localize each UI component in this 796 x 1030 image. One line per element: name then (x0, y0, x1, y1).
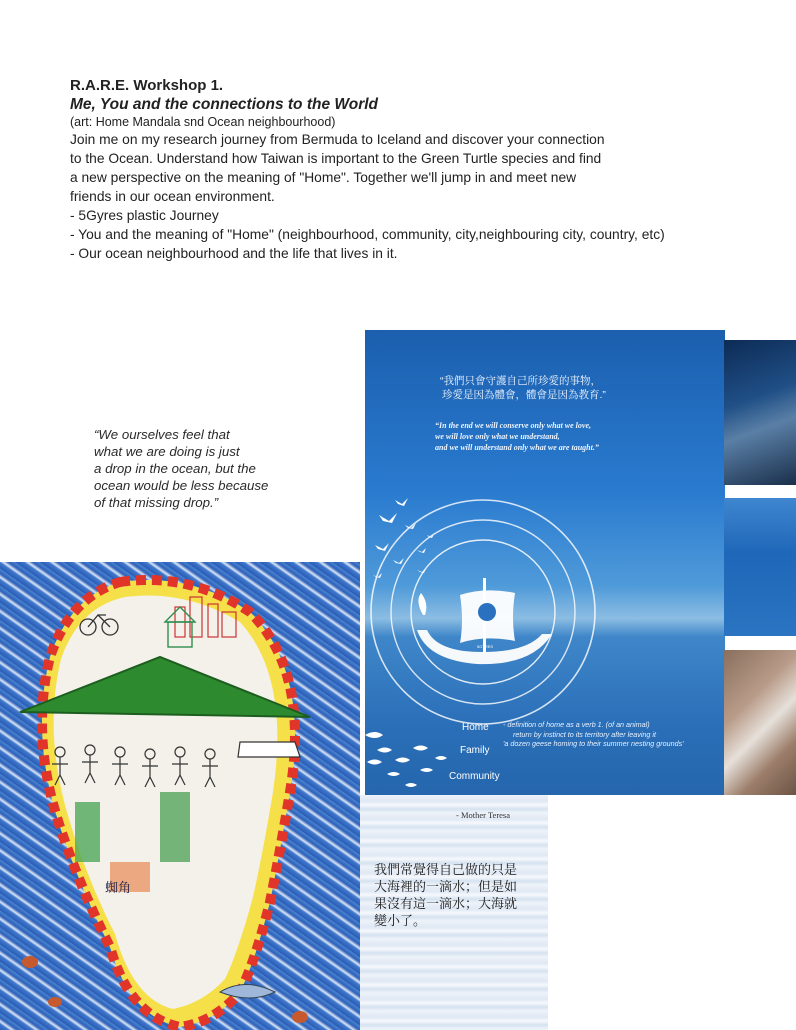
quote-line: a drop in the ocean, but the (94, 461, 256, 476)
zh-quote-line: 變小了。 (374, 913, 427, 928)
photo-sailor-at-sea (724, 340, 796, 485)
taiwan-island-drawing (0, 562, 360, 1030)
zh-quote-line: 大海裡的一滴水；但是如 (374, 879, 518, 894)
home-definition (503, 720, 684, 749)
workshop-subtitle: Me, You and the connections to the World (70, 96, 379, 113)
mandala-label: 蜘角 (105, 881, 132, 896)
body-line: to the Ocean. Understand how Taiwan is important to the Green Turtle species and find (70, 151, 602, 166)
car-icon (238, 742, 300, 757)
community-label: Community (449, 771, 500, 782)
home-label: Home (462, 722, 489, 733)
zh-quote-line: 果沒有這一滴水；大海就 (374, 896, 518, 911)
globe-icon (478, 603, 496, 621)
definition-line: - definition of home as a verb 1. (of an animal) (503, 720, 650, 729)
quote-attribution: - Mother Teresa (456, 810, 511, 820)
quote-line: ocean would be less because (94, 478, 269, 493)
topic-list (70, 206, 760, 263)
definition-line: 'a dozen geese homing to their summer nesting grounds' (503, 739, 684, 748)
topic-item: - 5Gyres plastic Journey (70, 208, 219, 223)
quote-line: “We ourselves feel that (94, 427, 230, 442)
workshop-description (70, 76, 760, 263)
home-mandala-artwork (0, 562, 360, 1030)
en-line: we will love only what we understand, (435, 432, 560, 441)
logo-text: 5GYRES (476, 644, 494, 649)
zh-quote-line: 我們常覺得自己做的只是 (374, 862, 518, 877)
topic-item: - Our ocean neighbourhood and the life that lives in it. (70, 246, 398, 261)
en-line: and we will understand only what we are taught.” (435, 443, 599, 452)
body-line: a new perspective on the meaning of "Home". Together we'll jump in and meet new (70, 170, 577, 185)
fish-icon (365, 732, 447, 787)
quote-line: what we are doing is just (94, 444, 240, 459)
photo-turtle-closeup (724, 650, 796, 795)
zh-line: “我們只會守護自己所珍愛的事物， (440, 375, 601, 387)
workshop-title: R.A.R.E. Workshop 1. (70, 77, 224, 94)
ocean-poster (365, 330, 725, 795)
en-line: “In the end we will conserve only what we love, (435, 421, 591, 430)
body-line: friends in our ocean environment. (70, 189, 275, 204)
quote-line: of that missing drop.” (94, 495, 219, 510)
zh-line: 珍愛是因為體會，體會是因為教育.” (442, 389, 606, 401)
photo-ocean-water (724, 498, 796, 636)
english-quote (94, 426, 304, 511)
art-note: (art: Home Mandala snd Ocean neighbourhood) (70, 115, 336, 129)
chinese-quote (374, 861, 544, 929)
definition-line: return by instinct to its territory after leaving it (513, 729, 657, 739)
ship-icon (417, 578, 552, 664)
topic-item: - You and the meaning of "Home" (neighbourhood, community, city,neighbouring city, country, etc) (70, 227, 665, 242)
body-line: Join me on my research journey from Bermuda to Iceland and discover your connection (70, 132, 605, 147)
wave-quote-panel (360, 795, 548, 1030)
family-label: Family (460, 745, 490, 756)
